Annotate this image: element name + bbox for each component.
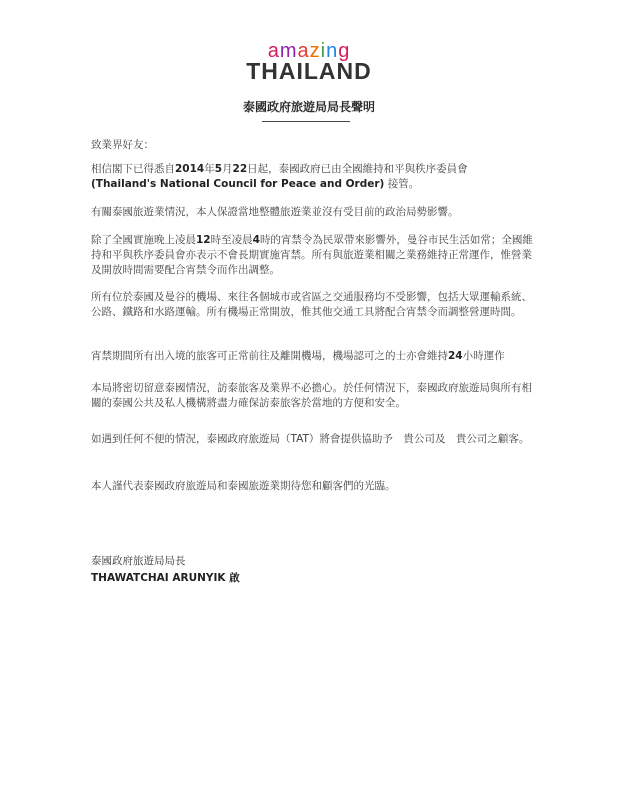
p5-text-b: 小時運作 — [462, 350, 505, 362]
greeting: 致業界好友： — [91, 139, 154, 151]
logo-letter: z — [309, 40, 321, 62]
paragraph-8: 本人謹代表泰國政府旅遊局和泰國旅遊業期待您和顧客們的光臨。 — [91, 480, 396, 492]
p1-text-d: 日起，泰國政府已由全國維持和平與秩序委員會 — [247, 163, 468, 175]
logo-letter: n — [326, 40, 339, 62]
p1-text-b: 年 — [204, 163, 215, 175]
paragraph-7: 如遇到任何不便的情況，泰國政府旅遊局（TAT）將會提供協助予 貴公司及 貴公司之顧客。 — [91, 433, 530, 445]
paragraph-5 — [91, 349, 541, 364]
p3-text-b: 時至凌晨 — [210, 234, 253, 246]
paragraph-1 — [91, 162, 541, 192]
p1-text-c: 月 — [222, 163, 233, 175]
paragraph-2: 有關泰國旅遊業情況，本人保證當地整體旅遊業並沒有受目前的政治局勢影響。 — [91, 206, 459, 218]
logo-letter: m — [279, 40, 298, 62]
logo-letter: i — [320, 40, 327, 62]
p3-hour-start: 12 — [196, 234, 211, 246]
p5-hours: 24 — [448, 350, 463, 362]
p1-text-a: 相信閣下已得悉自 — [91, 163, 175, 175]
paragraph-6: 本局將密切留意泰國情況，訪泰旅客及業界不必擔心。於任何情況下，泰國政府旅遊局與所有相關的泰國公共及私人機構將盡力確保訪泰旅客於當地的方便和安全。 — [91, 382, 532, 409]
p3-text-c: 時的宵禁令為民眾帶來影響外，曼谷市民生活如常；全國維持和平與秩序委員會亦表示不會長期實施宵禁。所有與旅遊業相關之業務維持正常運作，惟營業及開放時間需要配合宵禁令而作出調整。 — [91, 234, 533, 276]
amazing-thailand-logo-bottom — [0, 58, 618, 85]
p3-hour-end: 4 — [252, 234, 260, 246]
signature-title: 泰國政府旅遊局局長 — [91, 555, 186, 567]
logo-letter: g — [338, 40, 351, 62]
p1-text-e: 接管。 — [384, 178, 420, 190]
title-underline — [262, 121, 350, 122]
p1-english: (Thailand's National Council for Peace and Order) — [91, 178, 385, 190]
p1-day: 22 — [232, 163, 248, 175]
p1-year: 2014 — [175, 163, 205, 175]
logo-letter: a — [297, 40, 310, 62]
p3-text-a: 除了全國實施晚上凌晨 — [91, 234, 196, 246]
p5-text-a: 宵禁期間所有出入境的旅客可正常前往及離開機場，機場認可之的士亦會維持 — [91, 350, 448, 362]
logo-thailand-text: THAILAND — [246, 58, 372, 84]
p1-month: 5 — [214, 163, 223, 175]
letter-title: 泰國政府旅遊局局長聲明 — [242, 100, 375, 114]
logo-letter: a — [267, 40, 280, 62]
signature-name: THAWATCHAI ARUNYIK 啟 — [91, 572, 240, 584]
paragraph-3 — [91, 233, 541, 278]
paragraph-4: 所有位於泰國及曼谷的機場、來往各個城市或省區之交通服務均不受影響，包括大眾運輸系統、公路、鐵路和水路運輸。所有機場正常開放，惟其他交通工具將配合宵禁令而調整營運時間。 — [91, 291, 532, 318]
